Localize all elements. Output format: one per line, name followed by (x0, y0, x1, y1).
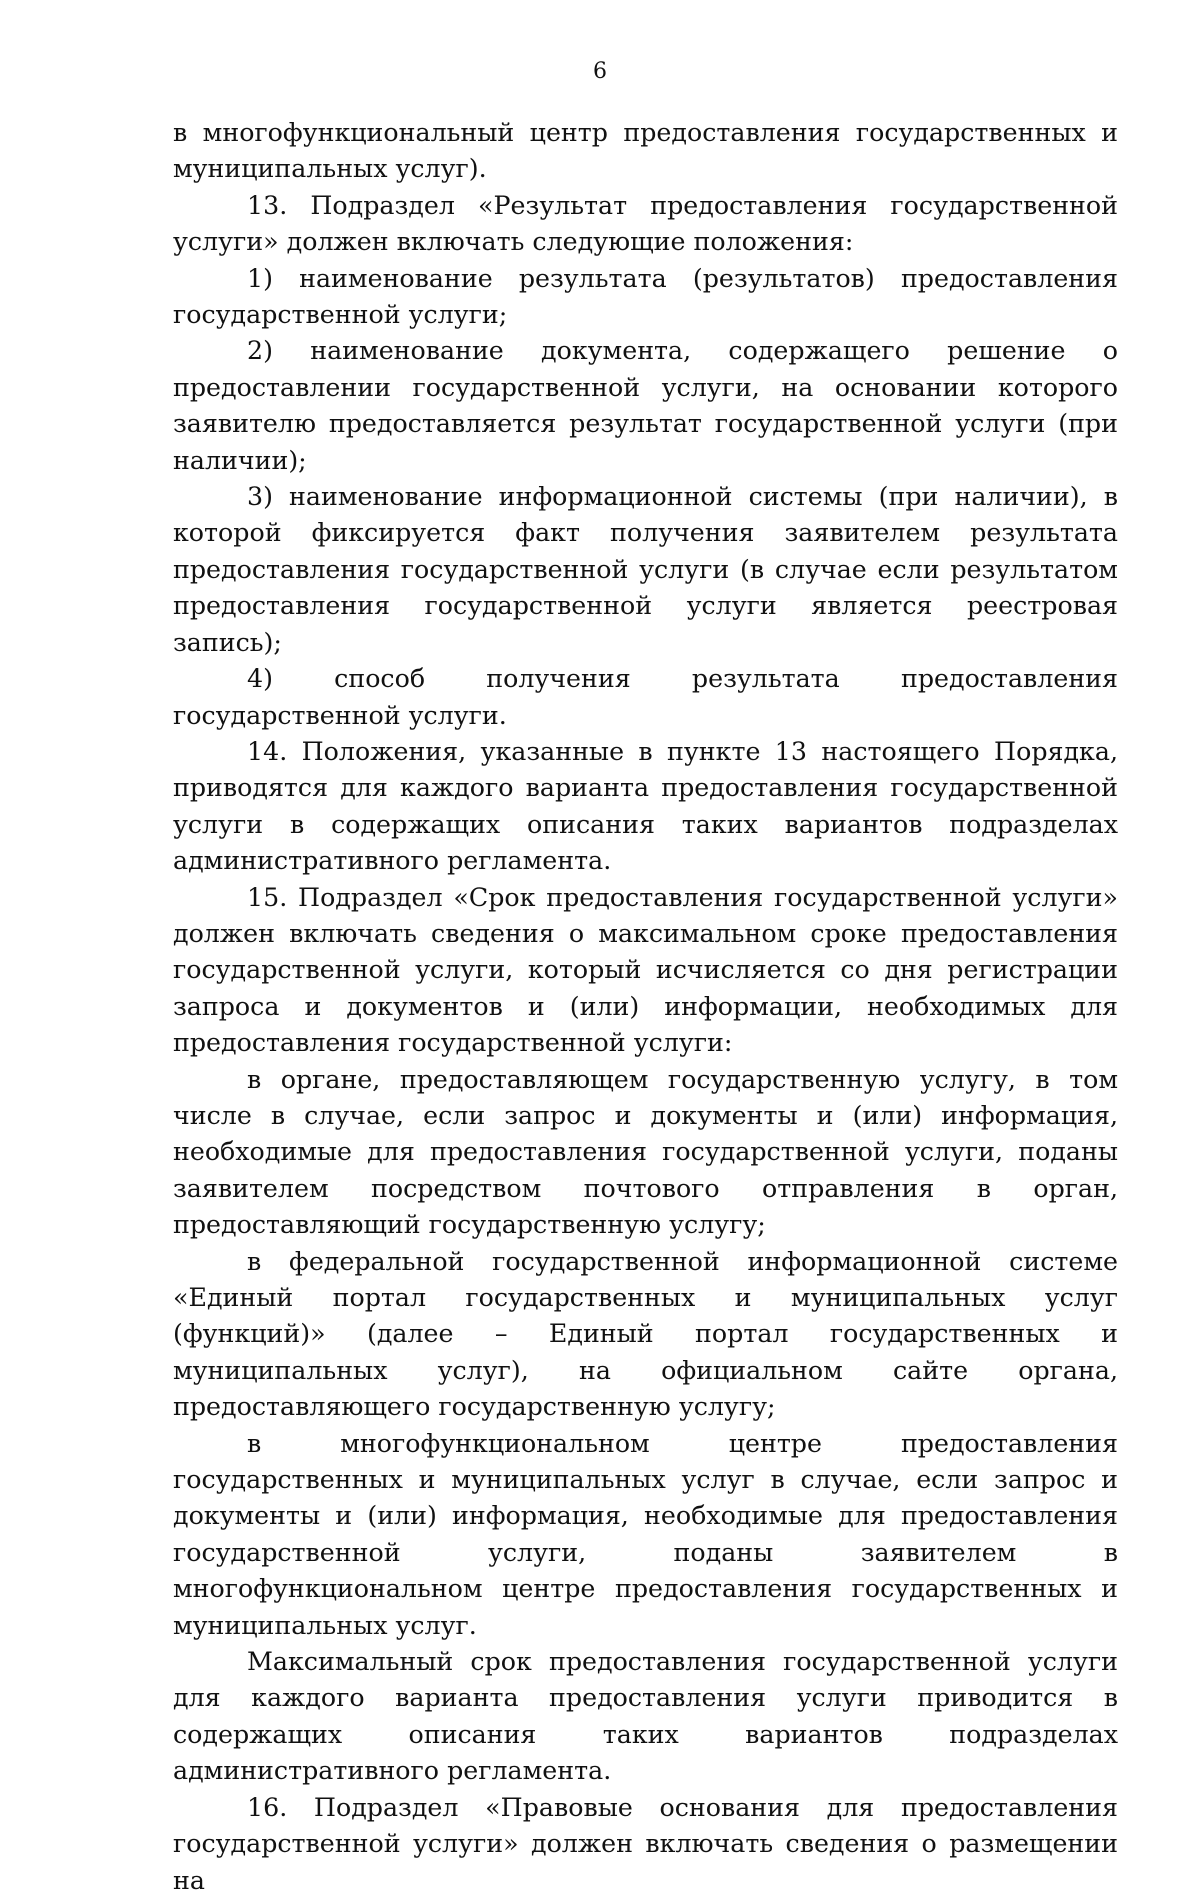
document-body (173, 115, 1118, 1899)
paragraph: 1) наименование результата (результатов) предоставления государственной услуги; (173, 263, 1118, 330)
paragraph: в федеральной государственной информационной системе «Единый портал государственных и муниципальных услуг (функций)» (далее – Единый портал государственных и муниципальных услуг), на официальном сайте органа, предоставляющего государственную услугу; (173, 1246, 1118, 1422)
paragraph: Максимальный срок предоставления государственной услуги для каждого варианта предоставления услуги приводится в содержащих описания таких вариантов подразделах административного регламента. (173, 1647, 1118, 1786)
paragraph: 3) наименование информационной системы (при наличии), в которой фиксируется факт получения заявителем результата предоставления государственной услуги (в случае если результатом предоставления государственной услуги является реестровая запись); (173, 482, 1118, 657)
paragraph: 14. Положения, указанные в пункте 13 настоящего Порядка, приводятся для каждого варианта предоставления государственной услуги в содержащих описания таких вариантов подразделах административного регламента. (173, 736, 1118, 876)
paragraph: в многофункциональный центр предоставления государственных и муниципальных услуг). (173, 118, 1118, 184)
page-number: 6 (593, 59, 607, 84)
paragraph: 2) наименование документа, содержащего решение о предоставлении государственной услуги, на основании которого заявителю предоставляется результат государственной услуги (при наличии); (173, 336, 1118, 475)
paragraph: в органе, предоставляющем государственную услугу, в том числе в случае, если запрос и документы и (или) информация, необходимые для предоставления государственной услуги, поданы заявителем посредством почтового отправления в орган, предоставляющий государственную услугу; (173, 1064, 1118, 1240)
paragraph: 13. Подраздел «Результат предоставления государственной услуги» должен включать следующие положения: (173, 190, 1118, 257)
paragraph: 4) способ получения результата предоставления государственной услуги. (173, 664, 1118, 730)
paragraph: в многофункциональном центре предоставления государственных и муниципальных услуг в случае, если запрос и документы и (или) информация, необходимые для предоставления государственной услуги, поданы заявителем в многофункциональном центре предоставления государственных и муниципальных услуг. (173, 1428, 1118, 1640)
paragraph: 15. Подраздел «Срок предоставления государственной услуги» должен включать сведения о максимальном сроке предоставления государственной услуги, который исчисляется со дня регистрации запроса и документов и (или) информации, необходимых для предоставления государственной услуги: (173, 882, 1118, 1058)
paragraph: 16. Подраздел «Правовые основания для предоставления государственной услуги» должен включать сведения о размещении на (173, 1792, 1118, 1895)
